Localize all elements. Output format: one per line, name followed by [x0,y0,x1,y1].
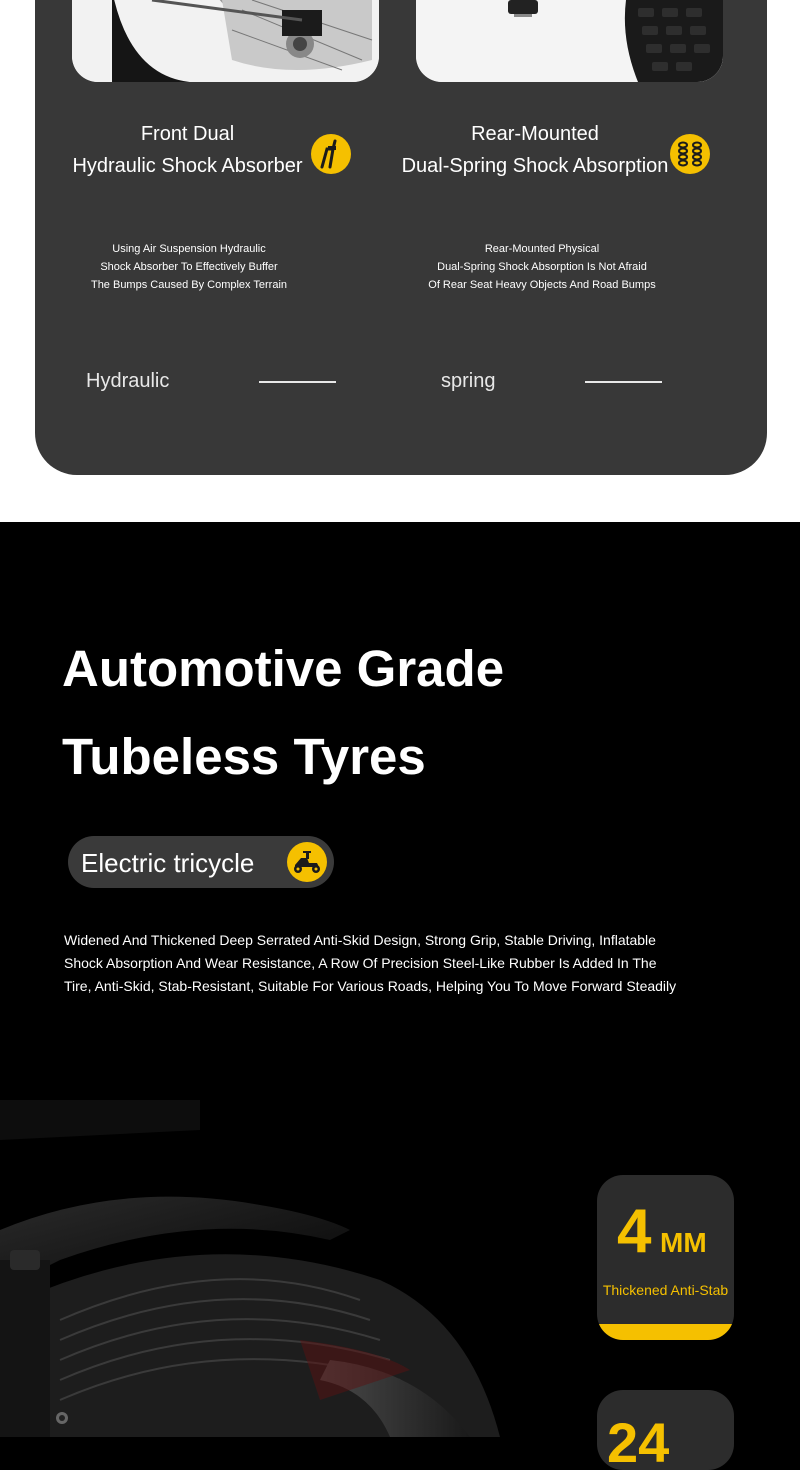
tyre-desc-line1: Widened And Thickened Deep Serrated Anti-Skid Design, Strong Grip, Stable Driving, Inflatable [64,932,656,948]
thickness-caption: Thickened Anti-Stab [602,1282,729,1298]
badge-accent-bar [597,1324,734,1340]
thickness-unit: MM [660,1227,707,1258]
tyre-desc-line2: Shock Absorption And Wear Resistance, A Row Of Precision Steel-Like Rubber Is Added In The [64,955,657,971]
front-shock-title-line2: Hydraulic Shock Absorber [72,155,303,177]
second-badge [597,1390,734,1470]
spring-tag: spring [441,370,496,392]
thickness-value: 4 [617,1197,652,1266]
fork-shock-icon [311,134,351,174]
electric-tricycle-pill [68,836,334,888]
front-desc-line1: Using Air Suspension Hydraulic [112,243,266,255]
rear-desc-line3: Of Rear Seat Heavy Objects And Road Bumps [428,279,656,291]
shock-section [0,0,800,522]
tyres-headline-line2: Tubeless Tyres [62,728,426,785]
second-badge-value: 24 [607,1411,670,1470]
rear-shock-title-line2: Dual-Spring Shock Absorption [401,155,669,177]
tyres-headline-line1: Automotive Grade [62,640,505,697]
front-shock-photo [72,0,379,82]
rear-desc-line2: Dual-Spring Shock Absorption Is Not Afraid [437,261,647,273]
tricycle-icon [287,842,327,882]
rear-shock-photo [416,0,723,82]
thickness-badge [597,1175,734,1340]
tyre-desc-line3: Tire, Anti-Skid, Stab-Resistant, Suitable For Various Roads, Helping You To Move Forward Steadily [64,978,677,994]
rear-desc-line1: Rear-Mounted Physical [484,243,600,255]
front-desc-line3: The Bumps Caused By Complex Terrain [90,279,288,291]
rear-shock-description [400,240,684,294]
rear-shock-title-line1: Rear-Mounted [471,123,599,145]
spring-shock-icon [670,134,710,174]
front-shock-description [60,240,318,294]
tyres-headline [62,625,504,801]
hydraulic-tag: Hydraulic [86,370,170,392]
spring-tag-divider [585,381,662,383]
rear-shock-title [400,118,670,182]
hydraulic-tag-divider [259,381,336,383]
front-shock-title [60,118,315,182]
pill-label: Electric tricycle [81,848,255,878]
front-shock-title-line1: Front Dual [140,123,235,145]
front-desc-line2: Shock Absorber To Effectively Buffer [100,261,278,273]
tyre-description [64,929,744,998]
